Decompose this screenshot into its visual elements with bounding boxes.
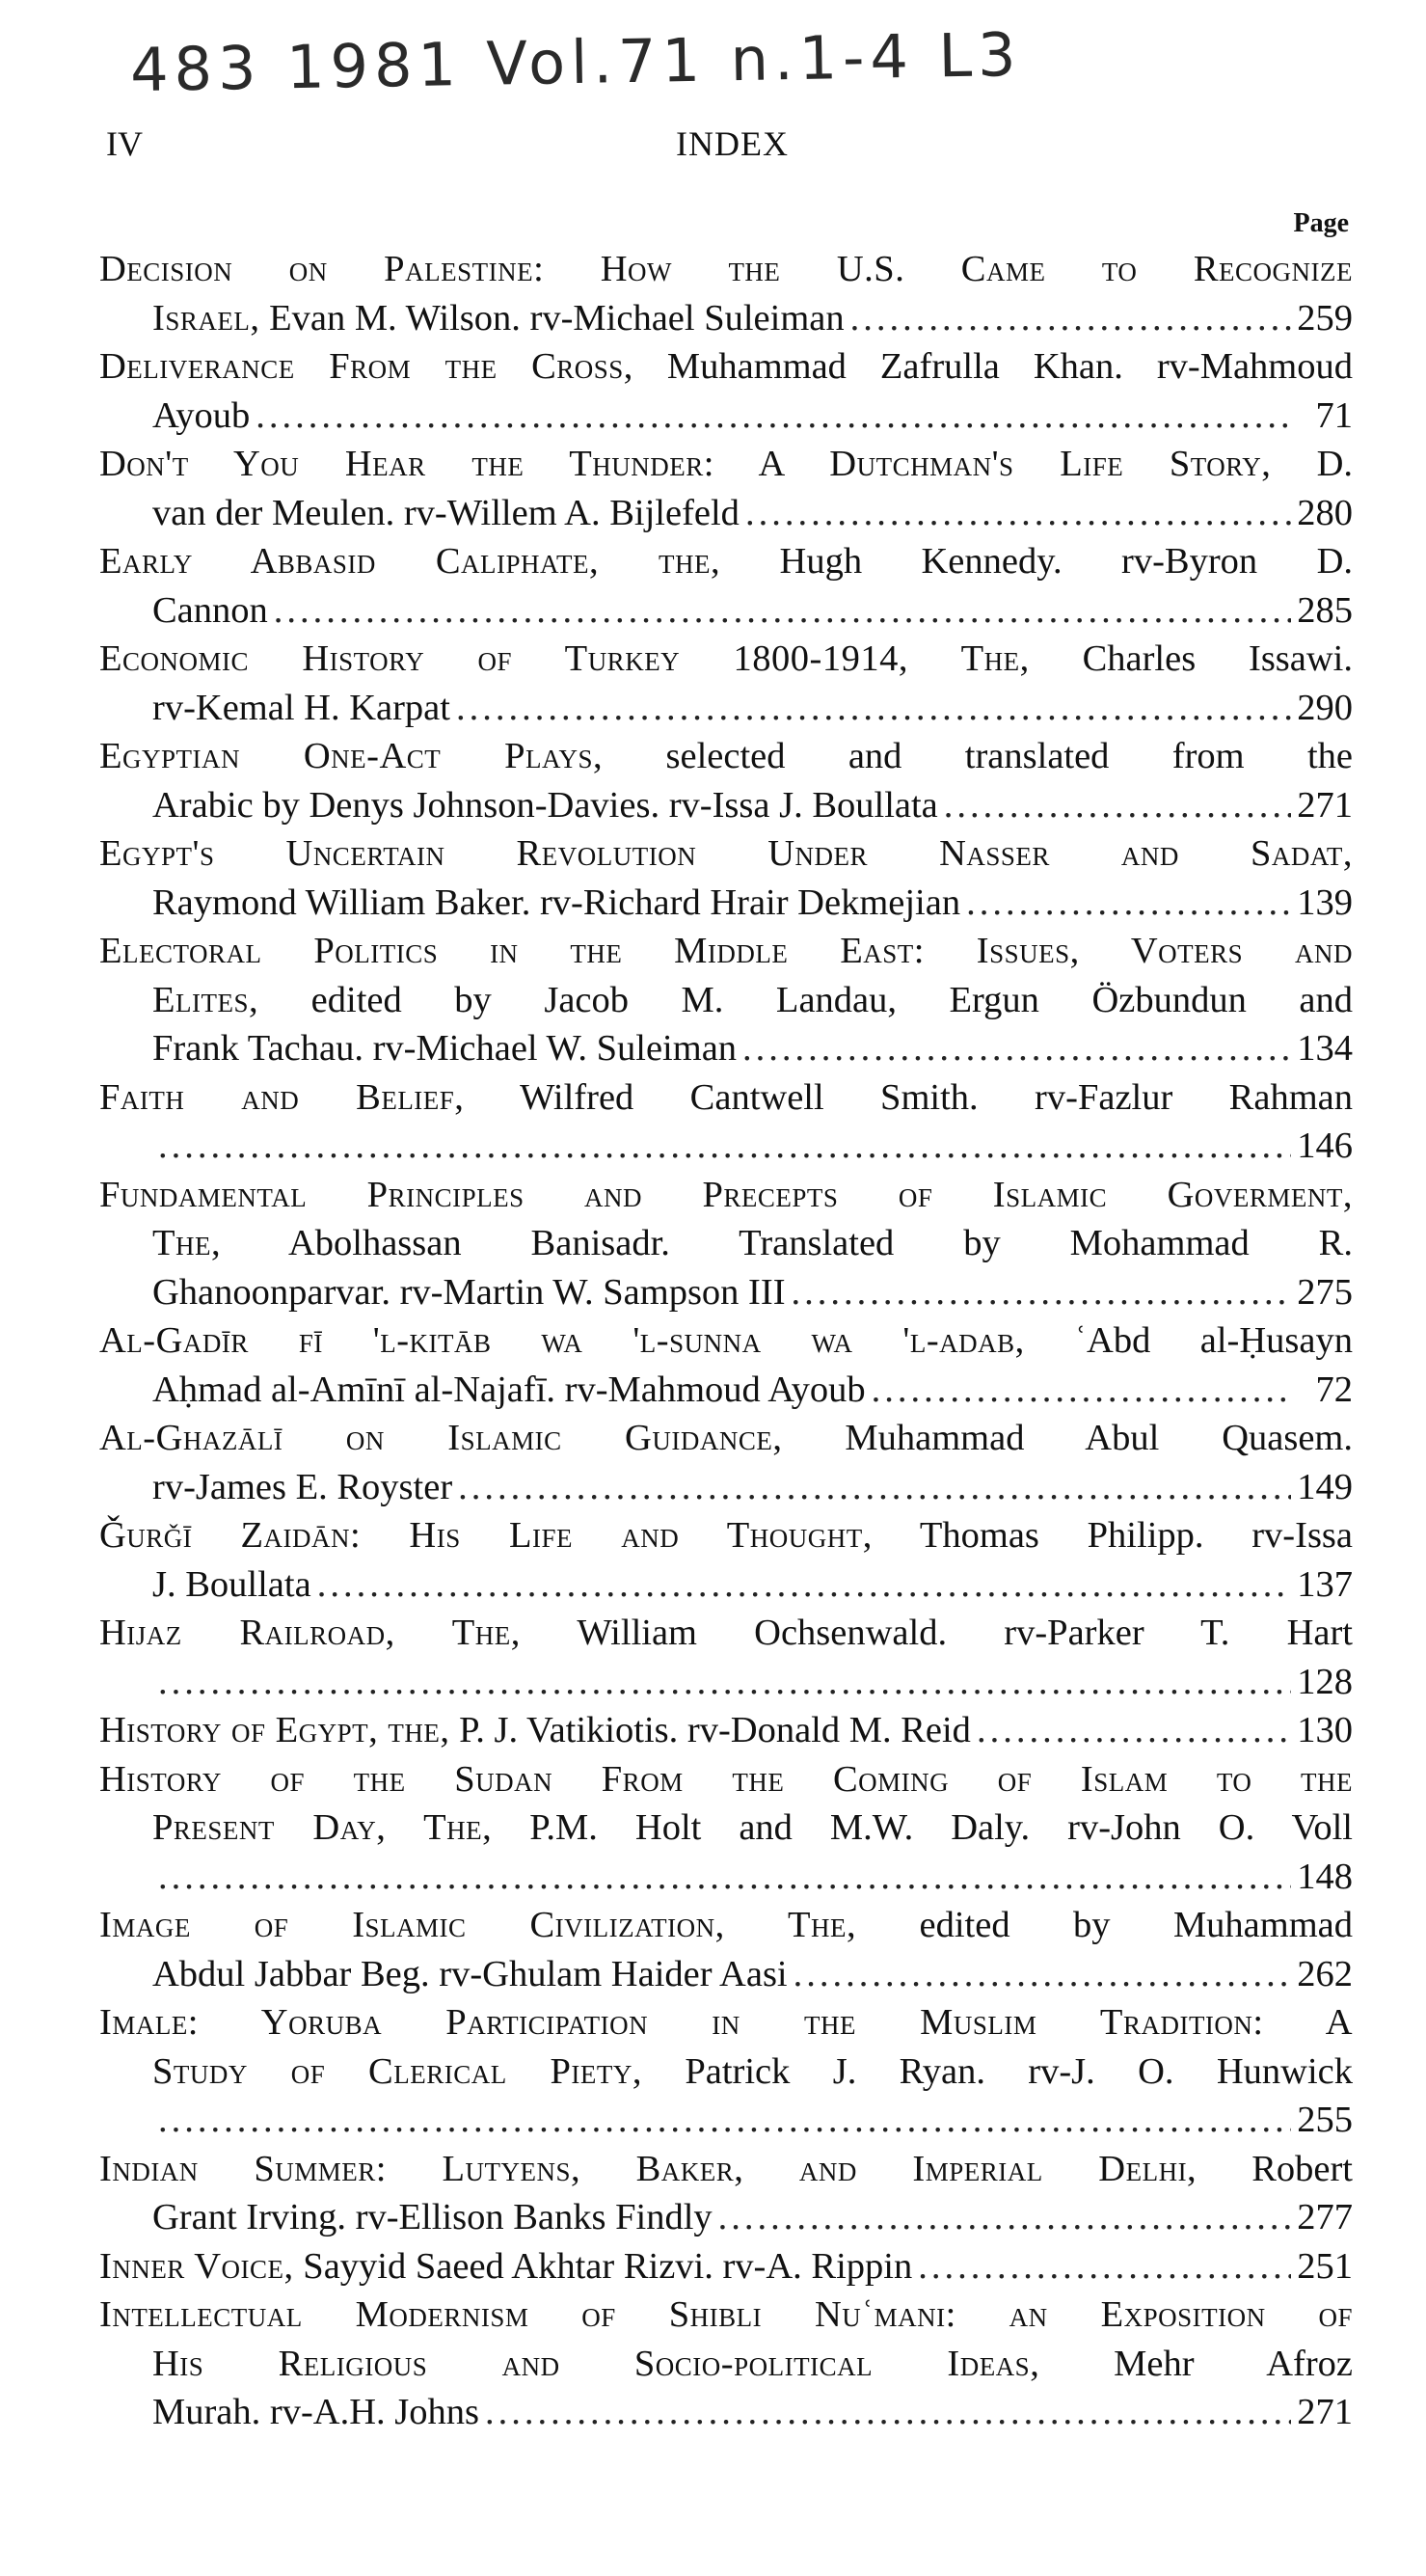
entry-continuation-line	[99, 684, 1353, 733]
entry-details: Ghanoonparvar. rv-Martin W. Sampson III	[152, 1271, 786, 1313]
entry-details: Charles Issawi.	[1029, 638, 1353, 679]
page-number: 290	[1297, 687, 1353, 728]
entry-continuation-line	[99, 2096, 1353, 2145]
index-entry	[99, 2145, 1353, 2242]
running-head	[106, 123, 1359, 166]
entry-heading-line	[99, 2291, 1353, 2340]
entry-text	[152, 1268, 786, 1317]
entry-title: Hijaz Railroad, The,	[99, 1613, 521, 1653]
entry-title: Faith and Belief,	[99, 1076, 465, 1118]
entry-details: rv-Kemal H. Karpat	[152, 687, 450, 728]
entry-details: William Ochsenwald. rv-Parker T. Hart	[520, 1613, 1353, 1653]
entry-heading-line	[99, 1073, 1353, 1123]
page-number: 271	[1297, 784, 1353, 826]
entry-details: edited by Muhammad	[856, 1905, 1353, 1945]
page-number: 255	[1297, 2100, 1353, 2140]
entry-continuation-line	[99, 294, 1353, 343]
entry-continuation-line	[99, 392, 1353, 441]
entry-continuation-line	[99, 1853, 1353, 1902]
dot-leader	[158, 1658, 1291, 1707]
entry-continuation-line	[99, 1463, 1353, 1512]
page-number: 285	[1297, 589, 1353, 631]
dot-leader	[256, 392, 1293, 441]
entry-title: Egypt's Uncertain Revolution Under Nasser and Sadat,	[99, 833, 1353, 874]
entry-text	[152, 1560, 311, 1610]
entry-text	[99, 2242, 912, 2291]
entry-heading-line	[99, 1609, 1353, 1658]
entry-title: History of Egypt, the,	[99, 1710, 450, 1750]
index-entry	[99, 732, 1353, 829]
entry-continuation-line	[99, 1658, 1353, 1707]
index-entry	[99, 1171, 1353, 1317]
dot-leader	[158, 2096, 1291, 2145]
index-entry	[99, 1998, 1353, 2145]
entry-details: Raymond William Baker. rv-Richard Hrair Dekmejian	[152, 881, 961, 923]
entry-title: Electoral Politics in the Middle East: Issues, Voters and	[99, 931, 1353, 971]
dot-leader	[485, 2388, 1291, 2437]
page-number: 134	[1297, 1028, 1353, 1069]
dot-leader	[458, 1463, 1291, 1512]
page-number: 280	[1297, 492, 1353, 533]
entry-details: edited by Jacob M. Landau, Ergun Özbundun and	[258, 979, 1353, 1020]
dot-leader	[456, 684, 1291, 733]
entry-title: Study of Clerical Piety,	[152, 2050, 643, 2092]
entry-details: Evan M. Wilson. rv-Michael Suleiman	[259, 297, 845, 339]
entry-text	[152, 879, 960, 928]
entry-heading-line	[99, 440, 1353, 489]
entry-continuation-line	[99, 1268, 1353, 1317]
index-entry	[99, 245, 1353, 342]
entry-details: D.	[1271, 444, 1353, 484]
entry-continuation-line	[99, 781, 1353, 830]
entry-details: Abdul Jabbar Beg. rv-Ghulam Haider Aasi	[152, 1953, 788, 1994]
entry-heading-line	[99, 1414, 1353, 1463]
entry-heading-line	[99, 1171, 1353, 1220]
entry-details: Aḥmad al-Amīnī al-Najafī. rv-Mahmoud Ayoub	[152, 1369, 866, 1410]
entry-title: Elites,	[152, 979, 259, 1020]
entry-continuation-line	[99, 489, 1353, 538]
index-entry	[99, 1316, 1353, 1414]
entry-heading-line	[99, 1755, 1353, 1804]
entry-details: Muhammad Abul Quasem.	[782, 1418, 1353, 1458]
entry-title: The,	[152, 1223, 222, 1263]
entry-continuation-line	[99, 976, 1353, 1025]
index-entry	[99, 2242, 1353, 2291]
entry-details: Grant Irving. rv-Ellison Banks Findly	[152, 2197, 713, 2237]
entry-continuation-line	[99, 2193, 1353, 2242]
page-number: 71	[1315, 394, 1353, 436]
page-number: 72	[1315, 1369, 1353, 1410]
entry-details: Murah. rv-A.H. Johns	[152, 2392, 479, 2432]
entry-heading-line	[99, 2145, 1353, 2194]
entry-title: Al-Gadīr fī 'l-kitāb wa 'l-sunna wa 'l-adab,	[99, 1320, 1025, 1361]
page-folio: IV	[106, 124, 143, 163]
entry-text	[152, 1366, 866, 1415]
page-number: 149	[1297, 1466, 1353, 1507]
index-entry	[99, 2291, 1353, 2437]
entry-details: Mehr Afroz	[1039, 2343, 1353, 2384]
entry-heading-line	[99, 927, 1353, 976]
entry-continuation-line	[99, 1803, 1353, 1853]
page-number: 137	[1297, 1563, 1353, 1605]
entry-continuation-line	[99, 1560, 1353, 1610]
entry-title: Al-Ghazālī on Islamic Guidance,	[99, 1418, 783, 1458]
entry-title: Intellectual Modernism of Shibli Nuʿmani: an Exposition of	[99, 2294, 1353, 2335]
dot-leader	[317, 1560, 1292, 1610]
entry-details: Robert	[1197, 2148, 1353, 2189]
entry-continuation-line	[99, 1219, 1353, 1268]
page-column-label: Page	[1293, 208, 1349, 238]
index-entry	[99, 1414, 1353, 1511]
entry-title: Early Abbasid Caliphate, the,	[99, 541, 721, 582]
entry-details: Patrick J. Ryan. rv-J. O. Hunwick	[642, 2050, 1353, 2092]
entry-title: Present Day, The,	[152, 1807, 493, 1848]
page-title: INDEX	[676, 124, 789, 163]
index-entry	[99, 927, 1353, 1073]
index-entry	[99, 537, 1353, 635]
entry-details: van der Meulen. rv-Willem A. Bijlefeld	[152, 492, 740, 533]
entry-title: Image of Islamic Civilization, The,	[99, 1905, 857, 1945]
entry-title: Indian Summer: Lutyens, Baker, and Imperial Delhi,	[99, 2148, 1197, 2189]
entry-text	[152, 586, 268, 636]
page-number: 146	[1297, 1125, 1353, 1166]
entry-text	[152, 294, 845, 343]
entry-details: Thomas Philipp. rv-Issa	[872, 1515, 1353, 1556]
dot-leader	[745, 489, 1291, 538]
page-number: 130	[1297, 1710, 1353, 1750]
entry-title: Deliverance From the Cross,	[99, 346, 633, 387]
entry-text	[152, 1463, 452, 1512]
entry-title: Economic History of Turkey 1800-1914, The,	[99, 638, 1030, 679]
entry-continuation-line	[99, 1366, 1353, 1415]
entry-text	[152, 684, 450, 733]
entry-continuation-line	[99, 1122, 1353, 1171]
entry-details: Frank Tachau. rv-Michael W. Suleiman	[152, 1028, 738, 1069]
entry-title: Fundamental Principles and Precepts of Islamic Goverment,	[99, 1174, 1353, 1215]
page-number: 277	[1297, 2197, 1353, 2237]
entry-text	[99, 1706, 971, 1755]
entry-text	[152, 2388, 479, 2437]
entry-details: Hugh Kennedy. rv-Byron D.	[720, 541, 1353, 582]
entry-continuation-line	[99, 2388, 1353, 2437]
entry-continuation-line	[99, 2340, 1353, 2389]
entry-continuation-line	[99, 2047, 1353, 2097]
entry-text	[152, 2193, 713, 2242]
entry-details: P.M. Holt and M.W. Daly. rv-John O. Voll	[492, 1807, 1353, 1848]
entry-text	[152, 781, 938, 830]
dot-leader	[918, 2242, 1291, 2291]
entry-title: Don't You Hear the Thunder: A Dutchman's Life Story,	[99, 444, 1272, 484]
dot-leader	[794, 1950, 1292, 1999]
entry-details: Sayyid Saeed Akhtar Rizvi. rv-A. Rippin	[293, 2245, 913, 2287]
dot-leader	[966, 879, 1291, 928]
dot-leader	[850, 294, 1292, 343]
entry-heading-line	[99, 1316, 1353, 1366]
entry-details: J. Boullata	[152, 1563, 311, 1605]
dot-leader	[158, 1122, 1291, 1171]
index-entry	[99, 635, 1353, 732]
page-number: 271	[1297, 2392, 1353, 2432]
entry-details: Arabic by Denys Johnson-Davies. rv-Issa J. Boullata	[152, 784, 938, 826]
index-entry	[99, 1706, 1353, 1755]
entry-continuation-line	[99, 1024, 1353, 1073]
page-number: 259	[1297, 297, 1353, 339]
index-entry	[99, 1609, 1353, 1706]
entry-details: Muhammad Zafrulla Khan. rv-Mahmoud	[632, 346, 1353, 387]
dot-leader	[977, 1706, 1291, 1755]
entry-continuation-line	[99, 1950, 1353, 1999]
entry-details: Ayoub	[152, 394, 251, 436]
entry-text	[152, 1950, 788, 1999]
entry-details: P. J. Vatikiotis. rv-Donald M. Reid	[449, 1710, 971, 1750]
entry-title: Israel,	[152, 297, 260, 339]
index-entry-list	[99, 245, 1353, 2437]
page-number: 251	[1297, 2245, 1353, 2287]
page-number: 275	[1297, 1271, 1353, 1313]
entry-text	[152, 1024, 737, 1073]
dot-leader	[792, 1268, 1292, 1317]
dot-leader	[274, 586, 1291, 636]
entry-heading-line	[99, 2242, 1353, 2291]
index-entry	[99, 342, 1353, 440]
entry-details: Wilfred Cantwell Smith. rv-Fazlur Rahman	[464, 1076, 1353, 1118]
dot-leader	[872, 1366, 1293, 1415]
entry-title: History of the Sudan From the Coming of Islam to the	[99, 1758, 1353, 1800]
index-entry	[99, 1901, 1353, 1998]
entry-heading-line	[99, 829, 1353, 879]
entry-details: Abolhassan Banisadr. Translated by Mohammad R.	[221, 1223, 1353, 1263]
page-number: 128	[1297, 1661, 1353, 1702]
index-entry	[99, 829, 1353, 927]
entry-details: selected and translated from the	[603, 736, 1353, 776]
entry-heading-line	[99, 245, 1353, 294]
index-entry	[99, 1511, 1353, 1609]
dot-leader	[944, 781, 1291, 830]
entry-details: Cannon	[152, 589, 268, 631]
entry-details: ʿAbd al-Ḥusayn	[1024, 1320, 1353, 1361]
entry-title: Inner Voice,	[99, 2245, 294, 2287]
entry-text	[152, 392, 250, 441]
entry-details: rv-James E. Royster	[152, 1466, 453, 1507]
page-number: 262	[1297, 1953, 1353, 1994]
entry-title: Ǧurǧī Zaidān: His Life and Thought,	[99, 1515, 873, 1556]
dot-leader	[742, 1024, 1291, 1073]
dot-leader	[158, 1853, 1291, 1902]
dot-leader	[718, 2193, 1292, 2242]
entry-text	[152, 489, 740, 538]
index-entry	[99, 1755, 1353, 1902]
entry-title: His Religious and Socio-political Ideas,	[152, 2343, 1040, 2384]
entry-heading-line	[99, 537, 1353, 586]
entry-continuation-line	[99, 879, 1353, 928]
entry-title: Egyptian One-Act Plays,	[99, 736, 604, 776]
entry-heading-line	[99, 1998, 1353, 2047]
entry-continuation-line	[99, 586, 1353, 636]
index-entry	[99, 1073, 1353, 1171]
entry-title: Decision on Palestine: How the U.S. Came to Recognize	[99, 249, 1353, 289]
entry-heading-line	[99, 1706, 1353, 1755]
entry-heading-line	[99, 732, 1353, 781]
index-entry	[99, 440, 1353, 537]
entry-heading-line	[99, 342, 1353, 392]
entry-heading-line	[99, 1901, 1353, 1950]
handwritten-shelf-annotation: 483 1981 Vol.71 n.1-4 L3	[129, 18, 1023, 106]
page-number: 148	[1297, 1856, 1353, 1897]
entry-heading-line	[99, 635, 1353, 684]
entry-title: Imale: Yoruba Participation in the Muslim Tradition: A	[99, 2002, 1353, 2043]
entry-heading-line	[99, 1511, 1353, 1560]
page-number: 139	[1297, 881, 1353, 923]
